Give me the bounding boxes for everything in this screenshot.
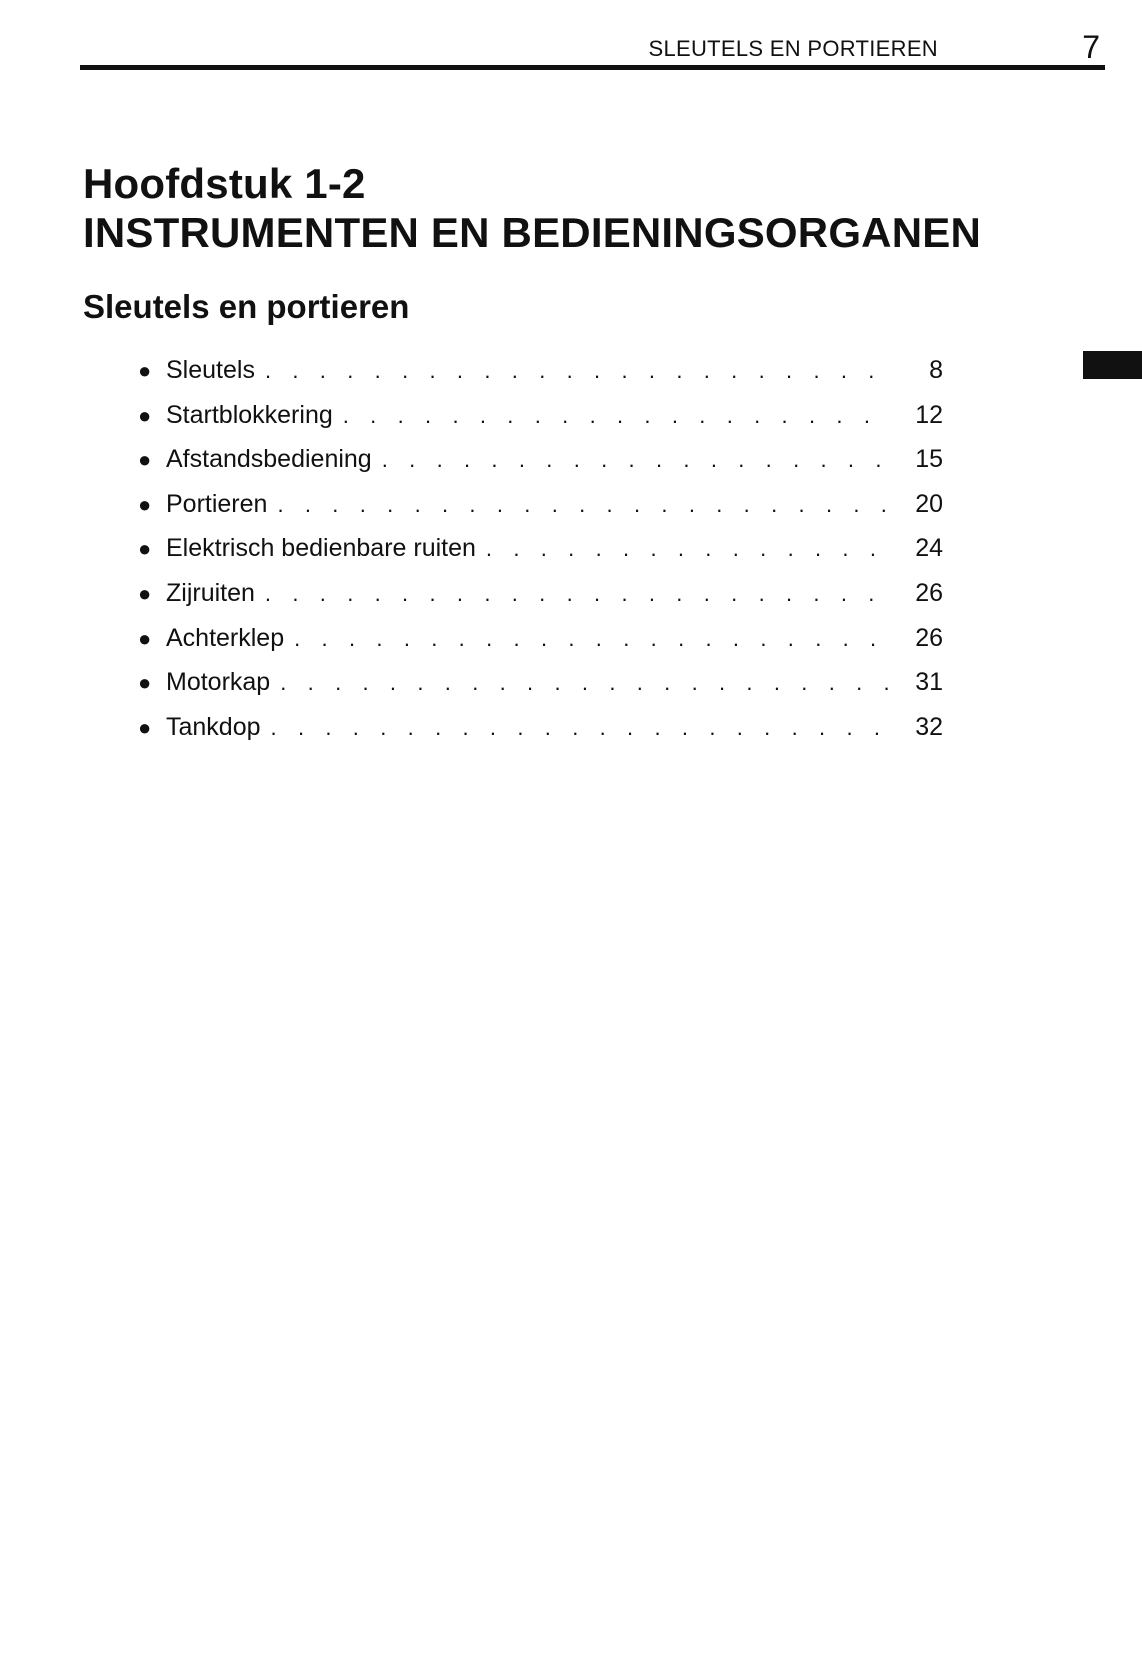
toc-item-label: Portieren: [166, 489, 268, 518]
bullet-icon: ●: [138, 625, 152, 651]
toc-item-achterklep[interactable]: [138, 623, 943, 668]
page-number: 7: [1082, 29, 1100, 65]
chapter-title: INSTRUMENTEN EN BEDIENINGSORGANEN: [83, 209, 981, 256]
bullet-icon: ●: [138, 670, 152, 696]
toc-item-page: 31: [915, 668, 943, 697]
dot-leader: [294, 624, 891, 654]
toc-item-label: Motorkap: [166, 668, 271, 697]
dot-leader: [280, 668, 891, 698]
toc-item-portieren[interactable]: [138, 489, 943, 534]
toc-item-page: 24: [915, 534, 943, 563]
toc-item-page: 26: [915, 578, 943, 607]
toc-item-startblokkering[interactable]: [138, 400, 943, 445]
dot-leader: [277, 490, 891, 520]
toc-item-page: 32: [915, 712, 943, 741]
dot-leader: [265, 579, 891, 609]
dot-leader: [271, 713, 891, 743]
toc-item-elektrisch-bedienbare-ruiten[interactable]: [138, 533, 943, 578]
bullet-icon: ●: [138, 402, 152, 428]
chapter-thumb-tab: [1083, 351, 1142, 379]
chapter-number: Hoofdstuk 1-2: [83, 160, 366, 207]
bullet-icon: ●: [138, 491, 152, 517]
toc-item-label: Achterklep: [166, 623, 285, 652]
running-head: [80, 30, 1104, 66]
toc-item-afstandsbediening[interactable]: [138, 444, 943, 489]
dot-leader: [265, 356, 891, 386]
toc-item-sleutels[interactable]: [138, 355, 943, 400]
bullet-icon: ●: [138, 358, 152, 383]
toc-item-label: Startblokkering: [166, 400, 333, 429]
toc-item-motorkap[interactable]: [138, 667, 943, 712]
bullet-icon: ●: [138, 714, 152, 740]
header-rule: [80, 65, 1105, 70]
table-of-contents: [138, 355, 943, 756]
toc-item-page: 12: [915, 400, 943, 429]
section-heading: Sleutels en portieren: [83, 288, 410, 325]
bullet-icon: ●: [138, 536, 152, 562]
toc-item-label: Tankdop: [166, 712, 261, 741]
toc-item-label: Zijruiten: [166, 578, 255, 607]
toc-item-label: Elektrisch bedienbare ruiten: [166, 534, 476, 563]
running-head-section: SLEUTELS EN PORTIEREN: [648, 36, 938, 61]
bullet-icon: ●: [138, 580, 152, 606]
toc-item-zijruiten[interactable]: [138, 578, 943, 623]
toc-item-page: 15: [915, 445, 943, 474]
toc-item-page: 8: [929, 356, 943, 384]
dot-leader: [382, 445, 891, 475]
toc-item-tankdop[interactable]: [138, 712, 943, 757]
toc-item-label: Sleutels: [166, 356, 255, 384]
toc-item-page: 20: [915, 489, 943, 518]
dot-leader: [343, 401, 891, 431]
dot-leader: [486, 534, 891, 564]
toc-item-page: 26: [915, 623, 943, 652]
toc-item-label: Afstandsbediening: [166, 445, 372, 474]
bullet-icon: ●: [138, 447, 152, 473]
